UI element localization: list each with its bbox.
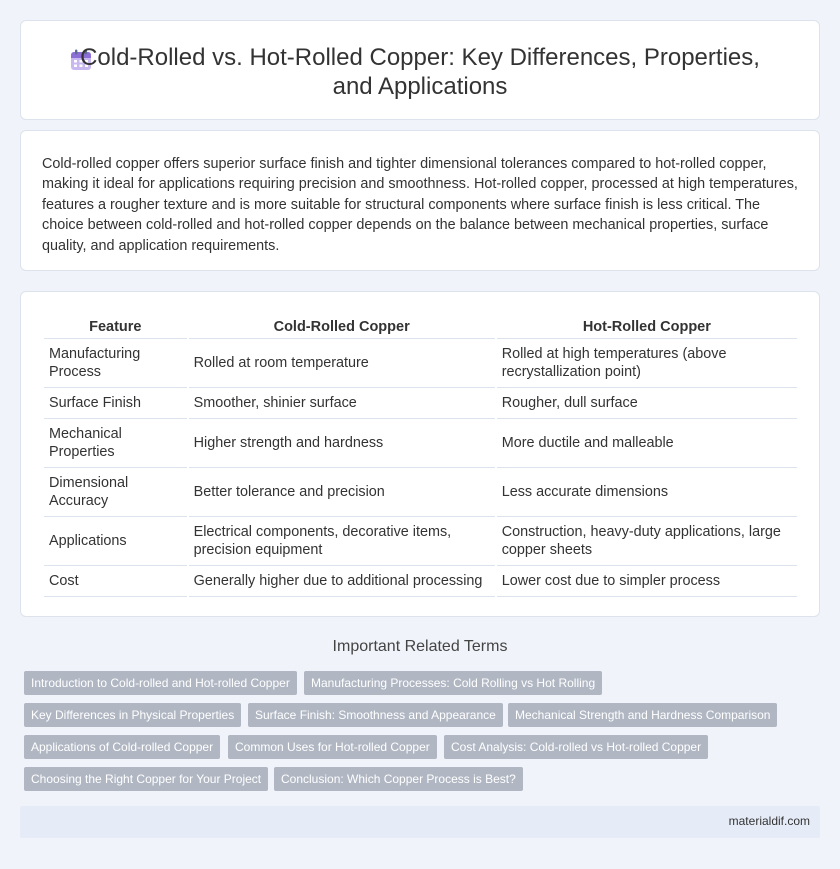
cell-feature: Applications (44, 517, 187, 566)
cell-feature: Manufacturing Process (44, 339, 187, 388)
table-row (44, 566, 797, 597)
cell-hot: Rougher, dull surface (497, 388, 797, 419)
related-term-tag[interactable]: Choosing the Right Copper for Your Project (24, 767, 268, 791)
header-hot-rolled: Hot-Rolled Copper (497, 313, 797, 339)
related-term-tag[interactable]: Mechanical Strength and Hardness Comparison (508, 703, 777, 727)
footer-site-link[interactable]: materialdif.com (728, 814, 810, 828)
table-row (44, 339, 797, 388)
table-row (44, 388, 797, 419)
cell-feature: Surface Finish (44, 388, 187, 419)
cell-cold: Electrical components, decorative items, precision equipment (189, 517, 495, 566)
title-card (20, 20, 820, 120)
table-row (44, 517, 797, 566)
header-feature: Feature (44, 313, 187, 339)
page-title: Cold-Rolled vs. Hot-Rolled Copper: Key Differences, Properties, and Applications (80, 44, 760, 100)
cell-cold: Rolled at room temperature (189, 339, 495, 388)
cell-cold: Higher strength and hardness (189, 419, 495, 468)
cell-feature: Mechanical Properties (44, 419, 187, 468)
table-row (44, 468, 797, 517)
cell-hot: Construction, heavy-duty applications, large copper sheets (497, 517, 797, 566)
cell-cold: Smoother, shinier surface (189, 388, 495, 419)
table-row (44, 419, 797, 468)
comparison-table (42, 313, 799, 597)
related-term-tag[interactable]: Applications of Cold-rolled Copper (24, 735, 220, 759)
related-term-tag[interactable]: Common Uses for Hot-rolled Copper (228, 735, 437, 759)
related-term-tag[interactable]: Introduction to Cold-rolled and Hot-rolled Copper (24, 671, 297, 695)
related-term-tag[interactable]: Cost Analysis: Cold-rolled vs Hot-rolled Copper (444, 735, 708, 759)
related-term-tag[interactable]: Conclusion: Which Copper Process is Best? (274, 767, 523, 791)
related-term-tag[interactable]: Key Differences in Physical Properties (24, 703, 241, 727)
cell-cold: Better tolerance and precision (189, 468, 495, 517)
comparison-table-card (20, 291, 820, 617)
cell-hot: Rolled at high temperatures (above recrystallization point) (497, 339, 797, 388)
cell-feature: Cost (44, 566, 187, 597)
related-term-tag[interactable]: Surface Finish: Smoothness and Appearance (248, 703, 503, 727)
header-cold-rolled: Cold-Rolled Copper (189, 313, 495, 339)
footer (20, 806, 820, 838)
cell-hot: Less accurate dimensions (497, 468, 797, 517)
cell-hot: More ductile and malleable (497, 419, 797, 468)
related-terms-title: Important Related Terms (332, 638, 508, 655)
cell-hot: Lower cost due to simpler process (497, 566, 797, 597)
related-term-tag[interactable]: Manufacturing Processes: Cold Rolling vs Hot Rolling (304, 671, 602, 695)
intro-card (20, 130, 820, 271)
cell-feature: Dimensional Accuracy (44, 468, 187, 517)
intro-paragraph: Cold-rolled copper offers superior surface finish and tighter dimensional tolerances compared to hot-rolled copper, making it ideal for applications requiring precision and smoothness. Hot-rolled copper, processed at high temperatures, features a rougher texture and is more suitable for structural components where surface finish is less critical. The choice between cold-rolled and hot-rolled copper depends on the balance between mechanical properties, surface quality, and application requirements. (42, 156, 798, 254)
cell-cold: Generally higher due to additional processing (189, 566, 495, 597)
